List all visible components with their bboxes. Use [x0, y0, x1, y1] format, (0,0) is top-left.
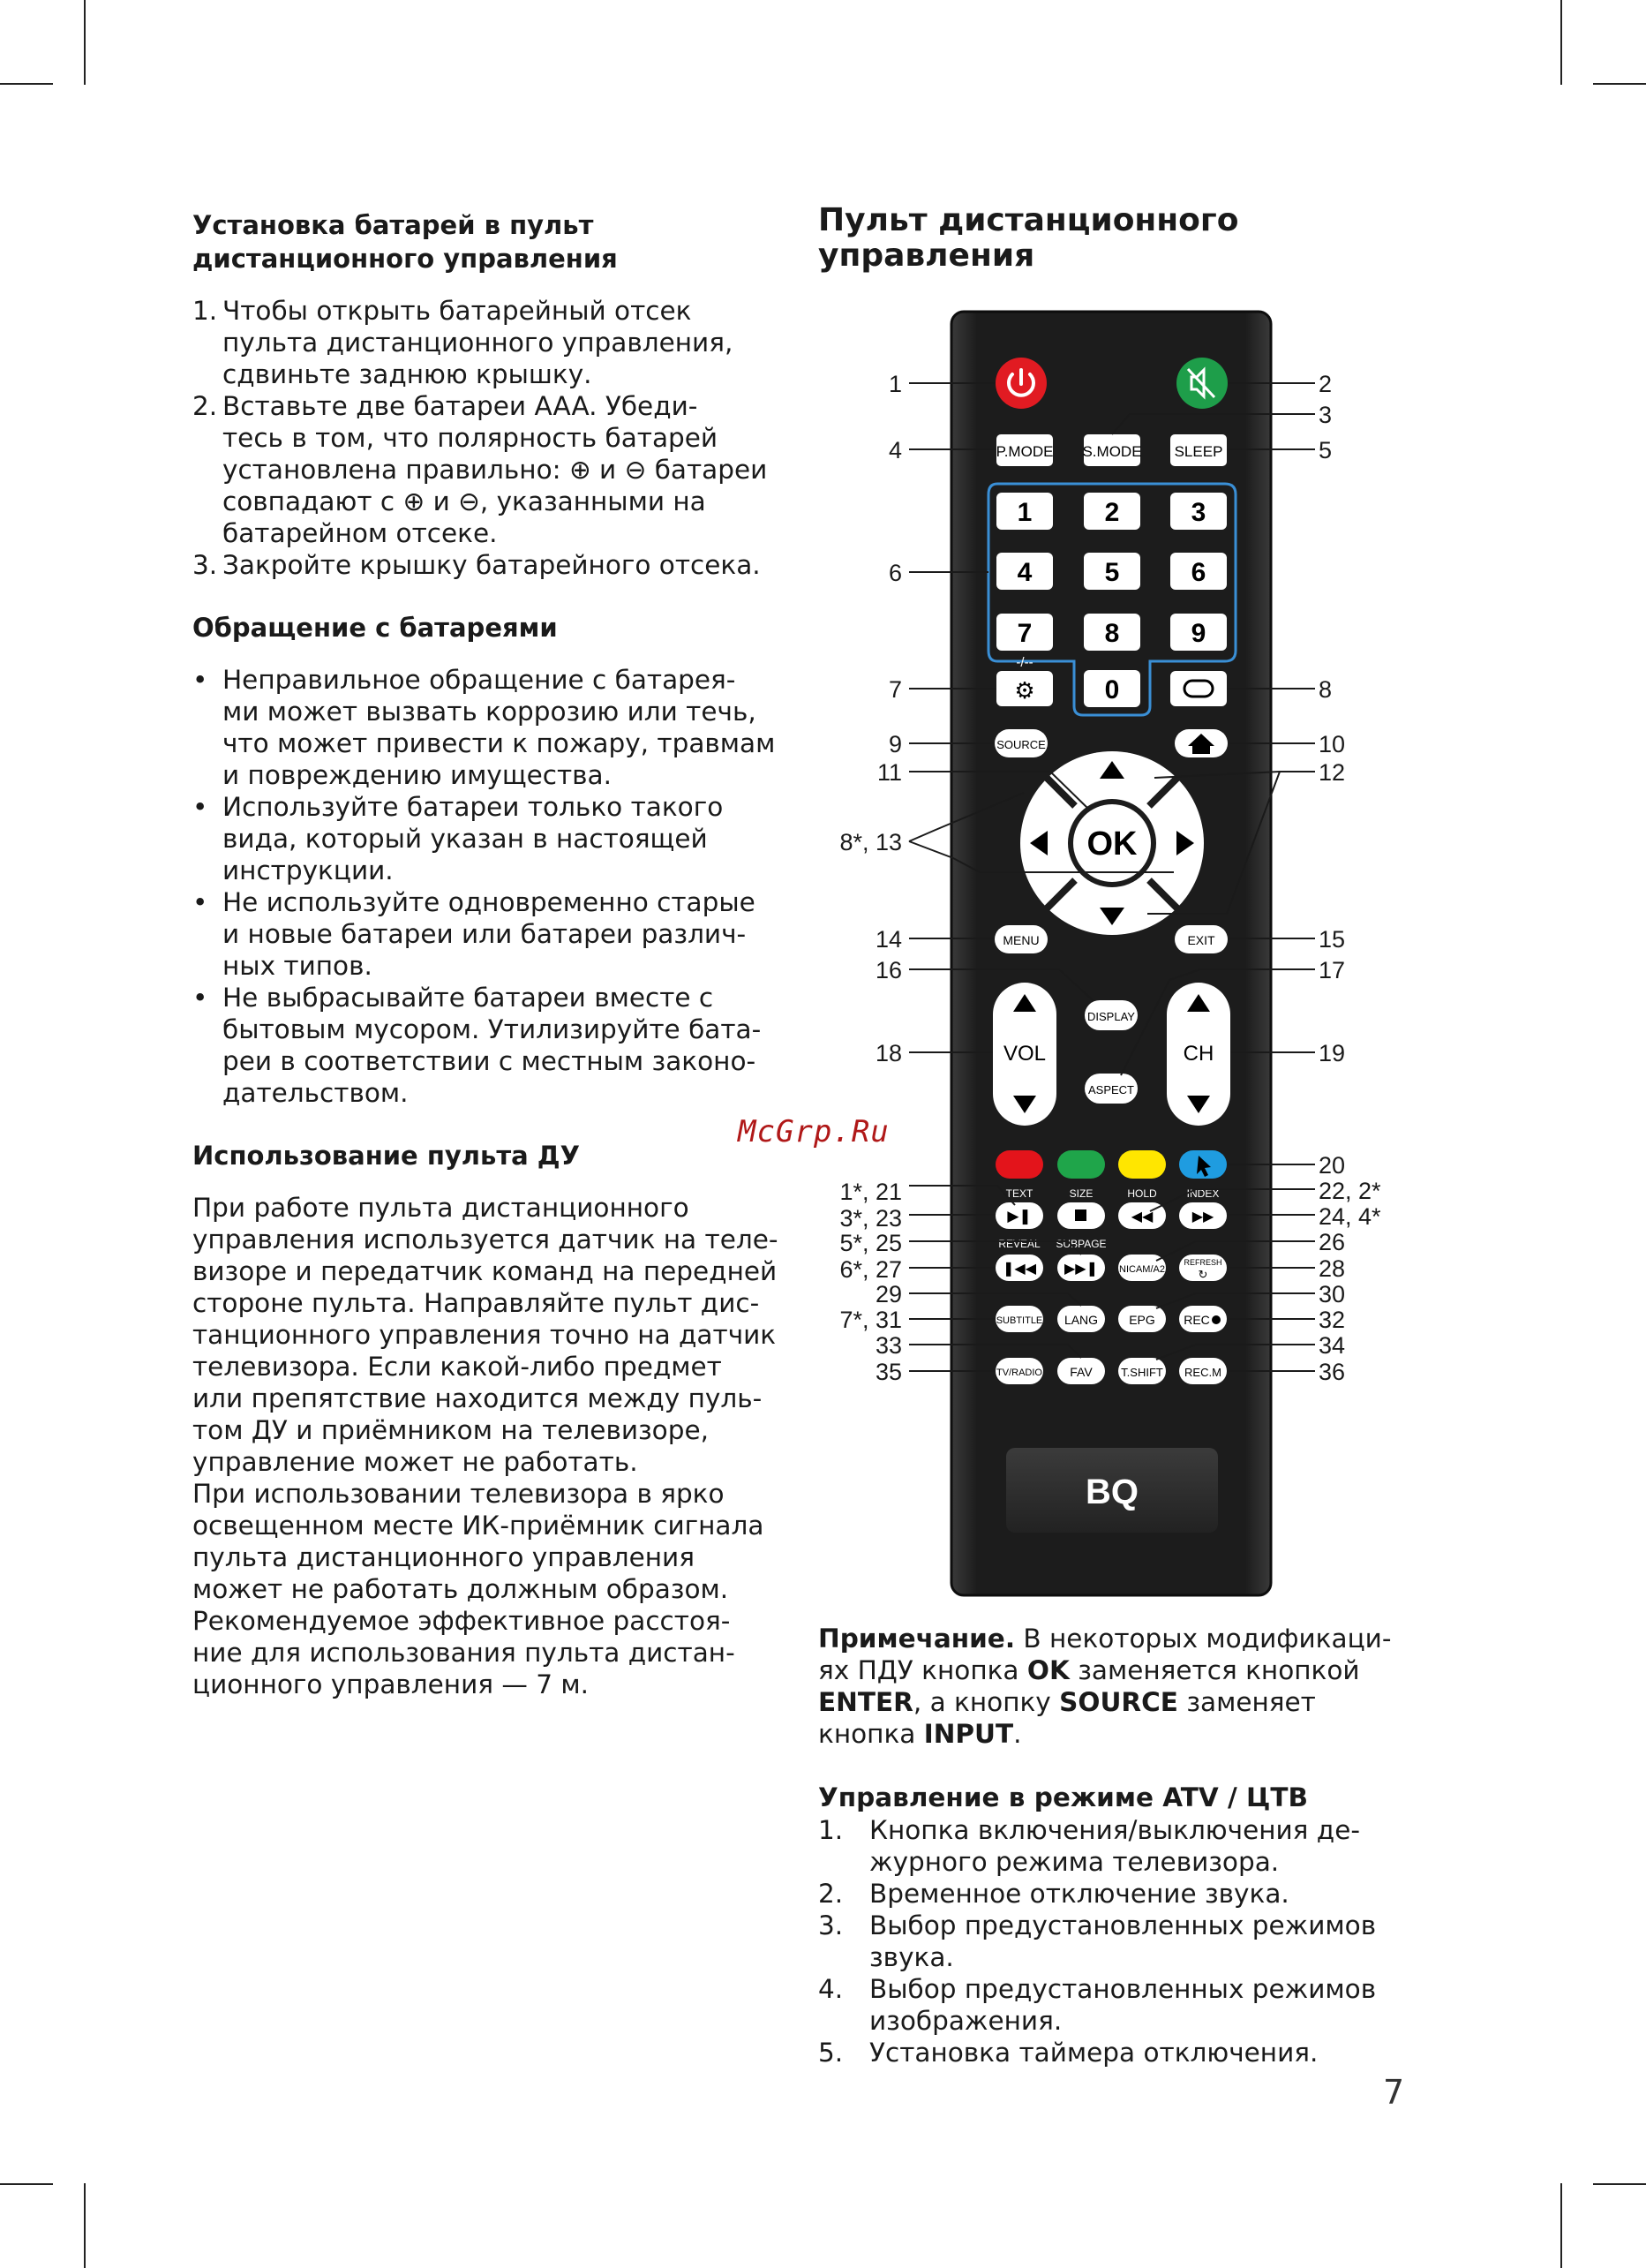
list-marker: 2.: [818, 1879, 844, 1909]
list-line: изображения.: [869, 2006, 1063, 2036]
callout-number: 19: [1319, 1040, 1346, 1066]
usage-line: При использовании телевизора в ярко: [192, 1479, 725, 1509]
callout-number: 3: [1319, 402, 1333, 428]
callout-number: 12: [1319, 759, 1346, 786]
usage-line: стороне пульта. Направляйте пульт дис-: [192, 1288, 760, 1318]
reveal-label: REVEAL: [998, 1238, 1041, 1250]
digit-label: 8: [1104, 619, 1120, 648]
list-line: Используйте батареи только такого: [222, 792, 724, 822]
usage-line: ционного управления — 7 м.: [192, 1669, 590, 1699]
callout-number: 14: [875, 926, 902, 953]
callout-number: 36: [1319, 1359, 1346, 1385]
callout-number: 7*, 31: [839, 1307, 902, 1333]
digit-label: 4: [1017, 558, 1033, 587]
usage-line: ние для использования пульта дистан-: [192, 1638, 735, 1668]
red-button[interactable]: [996, 1150, 1043, 1179]
callout-number: 26: [1319, 1229, 1346, 1255]
atv-heading: Управление в режиме ATV / ЦТВ: [818, 1782, 1309, 1812]
callout-numbers-right: [1319, 371, 1381, 1385]
note-paragraph: Примечание. В некоторых модификаци- ях ПДУ кнопка OK заменяется кнопкой ENTER, а кнопку SOURCE заменяет кнопка INPUT.: [818, 1624, 1392, 1749]
list-line: Выбор предустановленных режимов: [869, 1910, 1377, 1940]
record-dot-icon: [1212, 1315, 1221, 1324]
callout-number: 10: [1319, 731, 1346, 757]
list-line: тесь в том, что полярность батарей: [222, 423, 718, 453]
list-marker: 2.: [192, 391, 218, 421]
play-pause-icon: ▶❚: [1007, 1208, 1032, 1224]
sleep-label: SLEEP: [1174, 443, 1223, 460]
list-line: пульта дистанционного управления,: [222, 328, 733, 358]
epg-label: EPG: [1129, 1313, 1155, 1327]
callout-number: 6: [888, 560, 902, 586]
callout-number: 6*, 27: [839, 1256, 902, 1283]
digit-label: 5: [1104, 558, 1120, 587]
atv-item: [818, 1814, 1418, 1878]
refresh-icon: ↻: [1198, 1268, 1208, 1281]
atv-item: [818, 1910, 1418, 1973]
callout-number: 33: [875, 1332, 902, 1359]
usage-line: При работе пульта дистанционного: [192, 1193, 689, 1223]
usage-line: освещенном месте ИК-приёмник сигнала: [192, 1511, 764, 1541]
list-line: сдвиньте заднюю крышку.: [222, 359, 592, 389]
tv-radio-label: TV/RADIO: [996, 1368, 1042, 1378]
usage-line: пульта дистанционного управления: [192, 1542, 695, 1572]
list-marker: •: [192, 665, 208, 695]
ok-label: OK: [1086, 825, 1138, 863]
gear-icon: ⚙: [1014, 677, 1035, 704]
callout-number: 28: [1319, 1255, 1346, 1282]
list-line: Выбор предустановленных режимов: [869, 1974, 1377, 2004]
callout-number: 35: [875, 1359, 902, 1385]
usage-line: Рекомендуемое эффективное расстоя-: [192, 1606, 731, 1636]
list-line: установлена правильно: ⊕ и ⊖ батареи: [222, 455, 768, 485]
list-line: бытовым мусором. Утилизируйте бата-: [222, 1014, 762, 1044]
digit-label: 3: [1191, 498, 1206, 527]
digit-label: 0: [1104, 675, 1120, 705]
list-line: Не выбрасывайте батареи вместе с: [222, 983, 714, 1013]
battery-install-heading: Установка батарей в пульт дистанционного управления: [192, 210, 618, 274]
tshift-label: T.SHIFT: [1121, 1366, 1163, 1379]
usage-line: танционного управления точно на датчик: [192, 1320, 777, 1350]
callout-number: 8: [1319, 676, 1333, 703]
callout-numbers-left: [839, 371, 902, 1385]
callout-number: 1*, 21: [839, 1179, 902, 1205]
list-line: совпадают с ⊕ и ⊖, указанными на: [222, 486, 706, 516]
refresh-label: REFRESH: [1184, 1258, 1222, 1267]
pmode-label: P.MODE: [996, 443, 1054, 460]
prev-icon: ❚◀◀: [1002, 1262, 1037, 1277]
nicam-label: NICAM/A2: [1119, 1264, 1165, 1275]
callout-number: 3*, 23: [839, 1205, 902, 1232]
list-line: Закройте крышку батарейного отсека.: [222, 550, 761, 580]
usage-line: управления используется датчик на теле-: [192, 1224, 778, 1255]
list-line: реи в соответствии с местным законо-: [222, 1046, 756, 1076]
hold-label: HOLD: [1127, 1187, 1157, 1200]
callout-number: 8*, 13: [839, 829, 902, 855]
list-line: Чтобы открыть батарейный отсек: [222, 296, 692, 326]
callout-number: 5: [1319, 437, 1333, 463]
callout-number: 9: [888, 731, 902, 757]
callout-number: 2: [1319, 371, 1333, 397]
usage-line: управление может не работать.: [192, 1447, 638, 1477]
forward-icon: ▶▶: [1191, 1209, 1214, 1224]
callout-number: 1: [888, 371, 902, 397]
digit-label: 6: [1191, 558, 1206, 587]
list-marker: •: [192, 792, 208, 822]
digit-label: 7: [1017, 619, 1033, 648]
list-line: и новые батареи или батареи различ-: [222, 919, 747, 949]
list-marker: 4.: [818, 1974, 844, 2004]
subtitle-label: SUBTITLE: [996, 1315, 1043, 1326]
list-line: ми может вызвать коррозию или течь,: [222, 697, 756, 727]
list-line: и повреждению имущества.: [222, 760, 613, 790]
callout-number: 15: [1319, 926, 1346, 953]
dash-label: -/--: [1016, 655, 1033, 670]
atv-item: [818, 2037, 1418, 2068]
list-marker: •: [192, 983, 208, 1013]
list-line: ных типов.: [222, 951, 372, 981]
callout-number: 32: [1319, 1307, 1346, 1333]
callout-number: 16: [875, 957, 902, 983]
list-marker: 5.: [818, 2038, 844, 2068]
remote-usage-heading: Использование пульта ДУ: [192, 1141, 580, 1171]
list-marker: •: [192, 887, 208, 917]
battery-handling-heading: Обращение с батареями: [192, 613, 558, 643]
callout-number: 5*, 25: [839, 1230, 902, 1256]
list-line: Установка таймера отключения.: [869, 2038, 1319, 2068]
list-line: инструкции.: [222, 855, 394, 885]
usage-line: или препятствие находится между пуль-: [192, 1383, 763, 1413]
ch-label: CH: [1183, 1042, 1214, 1066]
list-line: Временное отключение звука.: [869, 1879, 1289, 1909]
green-button[interactable]: [1057, 1150, 1105, 1179]
next-icon: ▶▶❚: [1064, 1262, 1099, 1277]
callout-number: 22, 2*: [1319, 1178, 1381, 1204]
atv-section: [818, 1781, 1418, 2068]
rewind-icon: ◀◀: [1131, 1209, 1154, 1224]
list-marker: 1.: [192, 296, 218, 326]
callout-number: 30: [1319, 1281, 1346, 1307]
source-label: SOURCE: [996, 738, 1046, 751]
remote-title: Пульт дистанционного управления: [818, 202, 1239, 274]
list-marker: 1.: [818, 1815, 844, 1845]
list-line: журного режима телевизора.: [869, 1847, 1280, 1877]
index-label: INDEX: [1186, 1187, 1220, 1200]
list-marker: 3.: [818, 1910, 844, 1940]
list-line: Кнопка включения/выключения де-: [869, 1815, 1360, 1845]
callout-number: 18: [875, 1040, 902, 1066]
digit-label: 9: [1191, 619, 1206, 648]
rec-m-label: REC.M: [1184, 1366, 1221, 1379]
list-line: звука.: [869, 1942, 954, 1972]
stop-icon: [1075, 1209, 1086, 1221]
note-label: Примечание.: [818, 1624, 1016, 1654]
rec-label: REC: [1184, 1313, 1210, 1327]
atv-list: [818, 1814, 1418, 2068]
fav-label: FAV: [1070, 1365, 1093, 1379]
yellow-button[interactable]: [1118, 1150, 1166, 1179]
brand-logo: BQ: [1086, 1473, 1139, 1511]
usage-line: том ДУ и приёмником на телевизоре,: [192, 1415, 709, 1445]
usage-line: телевизора. Если какой-либо предмет: [192, 1352, 722, 1382]
callout-number: 34: [1319, 1332, 1346, 1359]
digit-label: 1: [1017, 498, 1033, 527]
page-number: 7: [1383, 2073, 1405, 2112]
exit-label: EXIT: [1187, 933, 1215, 947]
usage-line: визоре и передатчик команд на передней: [192, 1256, 778, 1286]
callout-number: 11: [876, 759, 902, 786]
menu-label: MENU: [1003, 933, 1040, 947]
display-label: DISPLAY: [1087, 1010, 1135, 1023]
atv-item: [818, 1973, 1418, 2037]
list-line: Неправильное обращение с батарея-: [222, 665, 736, 695]
callout-number: 29: [875, 1281, 902, 1307]
usage-line: может не работать должным образом.: [192, 1574, 729, 1604]
list-marker: 3.: [192, 550, 218, 580]
digit-label: 2: [1104, 498, 1120, 527]
subpage-label: SUBPAGE: [1056, 1238, 1107, 1250]
size-label: SIZE: [1069, 1187, 1094, 1200]
text-label: TEXT: [1005, 1187, 1033, 1200]
callout-number: 24, 4*: [1319, 1203, 1381, 1230]
smode-label: S.MODE: [1082, 443, 1142, 460]
watermark: McGrp.Ru: [738, 1114, 890, 1149]
list-line: что может привести к пожару, травмам: [222, 728, 776, 758]
lang-label: LANG: [1064, 1313, 1099, 1327]
list-line: батарейном отсеке.: [222, 518, 498, 548]
vol-label: VOL: [1003, 1042, 1047, 1066]
note-block: [818, 1623, 1418, 1750]
list-line: Вставьте две батареи AAA. Убеди-: [222, 391, 698, 421]
list-line: вида, который указан в настоящей: [222, 824, 708, 854]
list-line: Не используйте одновременно старые: [222, 887, 755, 917]
callout-number: 17: [1319, 957, 1346, 983]
aspect-label: ASPECT: [1087, 1083, 1135, 1096]
callout-number: 7: [888, 676, 902, 703]
callout-number: 20: [1319, 1152, 1346, 1179]
atv-item: [818, 1878, 1418, 1910]
callout-number: 4: [888, 437, 902, 463]
recall-button[interactable]: [1170, 671, 1227, 706]
list-line: дательством.: [222, 1078, 409, 1108]
